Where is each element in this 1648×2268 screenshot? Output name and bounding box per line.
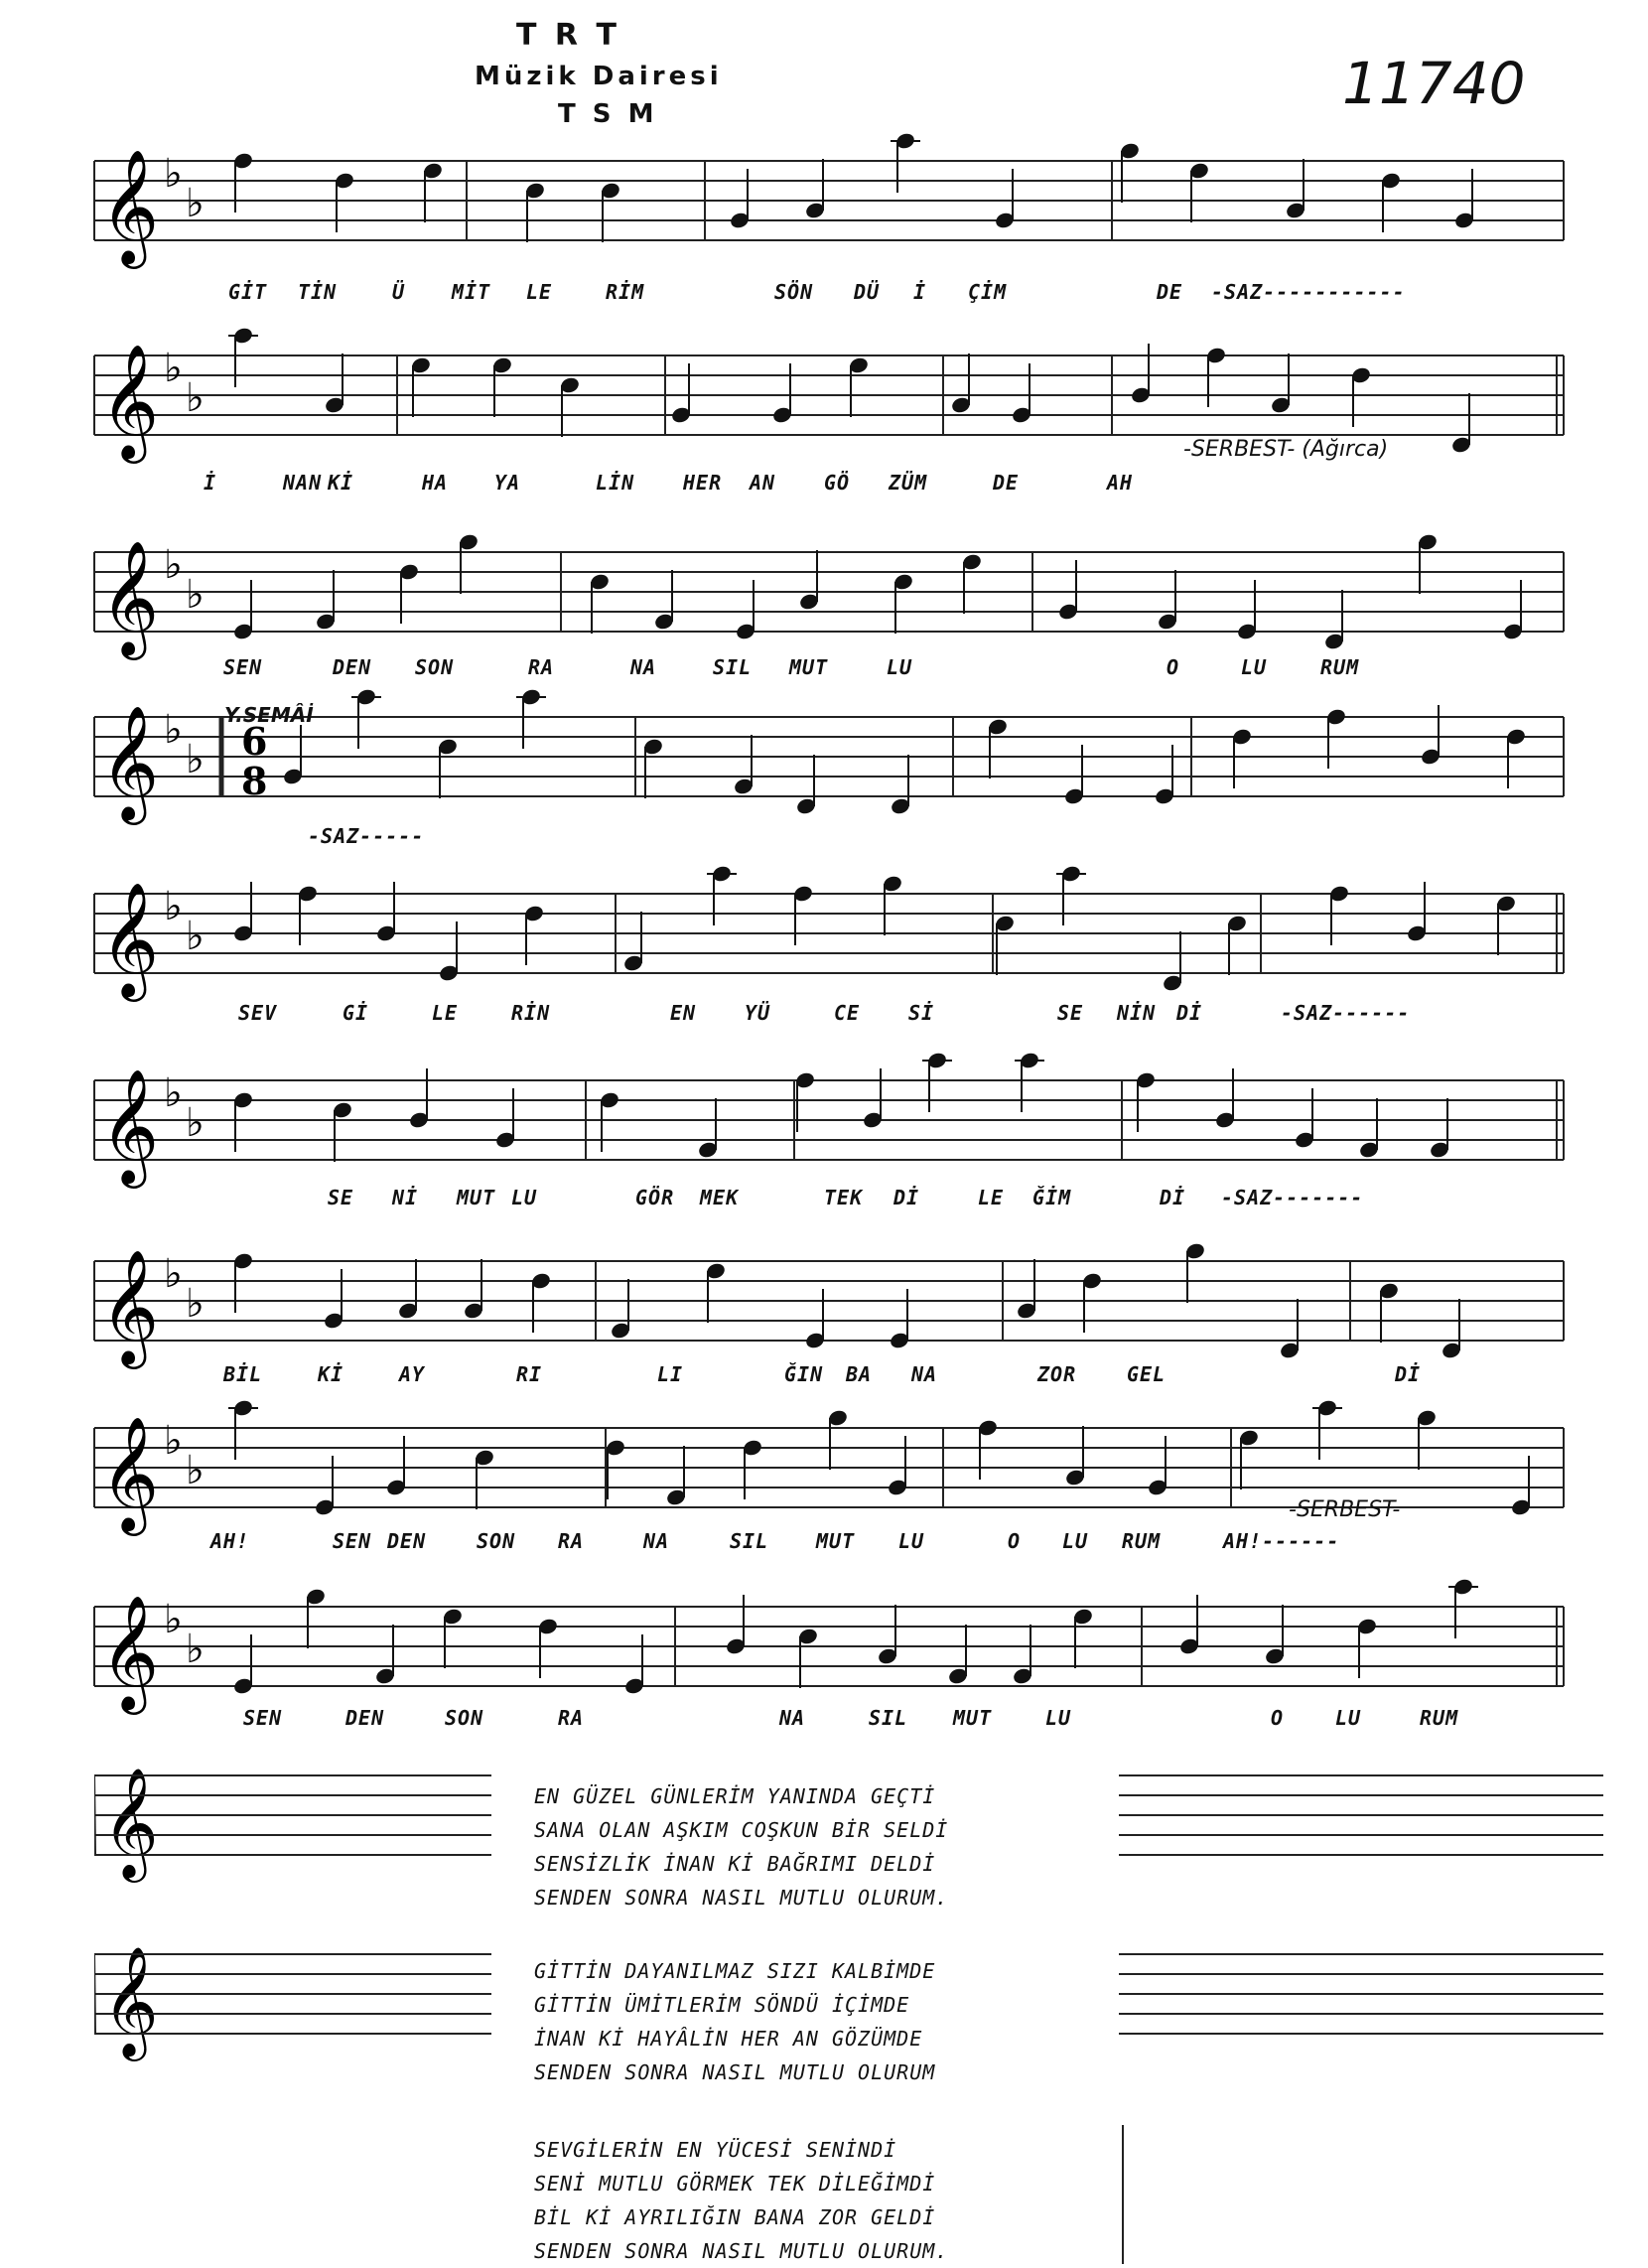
lyric-syllable: AH! <box>210 1529 250 1553</box>
lyric-syllable: AH <box>1107 471 1134 495</box>
lyric-syllable: DE <box>993 471 1020 495</box>
lyric-syllable: O <box>1167 655 1180 679</box>
lyric-syllable: SON <box>445 1706 484 1730</box>
lyric-syllable: Ü <box>392 280 406 304</box>
lyric-syllable: LİN <box>596 471 635 495</box>
lyric-syllable: SIL <box>869 1706 908 1730</box>
flat-icon: ♭ <box>164 707 183 753</box>
verse-line: SENDEN SONRA NASIL MUTLU OLURUM. <box>534 2239 949 2263</box>
lyric-syllable: SEN <box>223 655 263 679</box>
lyric-syllable: NA <box>643 1529 670 1553</box>
time-signature-bottom: 8 <box>241 759 268 803</box>
verse-line: SENSİZLİK İNAN Kİ BAĞRIMI DELDİ <box>534 1852 936 1876</box>
lyric-syllable: İ <box>204 471 217 495</box>
lyric-syllable: AN <box>750 471 776 495</box>
lyric-syllable: ĞIN <box>784 1362 824 1386</box>
treble-clef-icon: 𝄞 <box>100 148 160 264</box>
lyric-syllable: NA <box>911 1362 938 1386</box>
flat-icon: ♭ <box>164 1597 183 1642</box>
flat-icon: ♭ <box>186 1281 205 1327</box>
lyric-syllable: RA <box>558 1706 585 1730</box>
lyric-syllable: DÜ <box>854 280 881 304</box>
tempo-serbest: -SERBEST- <box>1289 1497 1401 1522</box>
lyric-syllable: DE <box>1157 280 1183 304</box>
verse-line: SENİ MUTLU GÖRMEK TEK DİLEĞİMDİ <box>534 2172 936 2196</box>
treble-clef-icon: 𝄞 <box>100 539 160 655</box>
lyric-syllable: ZOR <box>1037 1362 1077 1386</box>
lyric-syllable: RA <box>528 655 555 679</box>
verse-line: BİL Kİ AYRILIĞIN BANA ZOR GELDİ <box>534 2205 936 2229</box>
staff <box>0 1041 1648 1209</box>
flat-icon: ♭ <box>164 151 183 197</box>
lyric-syllable: Sİ <box>908 1001 935 1025</box>
lyric-syllable: LU <box>898 1529 925 1553</box>
lyric-syllable: SEN <box>243 1706 283 1730</box>
staff <box>0 316 1648 485</box>
lyric-syllable: ĞİM <box>1032 1186 1072 1209</box>
lyric-syllable: LE <box>978 1186 1005 1209</box>
lyric-syllable: Gİ <box>343 1001 369 1025</box>
flat-icon: ♭ <box>164 542 183 588</box>
lyric-syllable: LU <box>887 655 913 679</box>
treble-clef-icon: 𝄞 <box>100 1248 160 1364</box>
org-line-2: Müzik Dairesi <box>475 62 723 91</box>
treble-clef-icon: 𝄞 <box>100 881 160 997</box>
lyric-syllable: NAN <box>283 471 323 495</box>
empty-staff-1 <box>94 1768 1603 1926</box>
lyric-syllable: Nİ <box>392 1186 419 1209</box>
lyric-syllable: Kİ <box>318 1362 344 1386</box>
treble-clef-icon <box>102 1946 159 2061</box>
lyric-syllable: CE <box>834 1001 861 1025</box>
lyric-syllable: GEL <box>1127 1362 1167 1386</box>
verse-line: SENDEN SONRA NASIL MUTLU OLURUM <box>534 2060 936 2084</box>
lyric-syllable: TEK <box>824 1186 864 1209</box>
lyric-syllable: BİL <box>223 1362 263 1386</box>
lyric-syllable: LU <box>1045 1706 1072 1730</box>
lyric-syllable: SE <box>328 1186 354 1209</box>
lyric-syllable: RUM <box>1420 1706 1459 1730</box>
verse-line: SEVGİLERİN EN YÜCESİ SENİNDİ <box>534 2138 897 2162</box>
lyric-syllable: -SAZ----- <box>308 824 425 848</box>
lyric-syllable: SIL <box>713 655 753 679</box>
lyric-syllable: NİN <box>1117 1001 1157 1025</box>
verse-line: SENDEN SONRA NASIL MUTLU OLURUM. <box>534 1886 949 1910</box>
lyric-syllable: O <box>1271 1706 1285 1730</box>
lyric-syllable: Kİ <box>328 471 354 495</box>
catalog-number: 11740 <box>1342 50 1526 117</box>
tempo-yuruk-semai: Y.SEMÂİ <box>224 703 314 727</box>
flat-icon: ♭ <box>186 572 205 618</box>
lyric-syllable: DEN <box>345 1706 385 1730</box>
lyric-syllable: AH!------ <box>1223 1529 1340 1553</box>
lyric-syllable: Dİ <box>1160 1186 1186 1209</box>
lyric-syllable: SON <box>477 1529 516 1553</box>
lyric-syllable: TİN <box>298 280 338 304</box>
flat-icon: ♭ <box>186 1627 205 1672</box>
treble-clef-icon: 𝄞 <box>100 704 160 820</box>
lyric-syllable: YÜ <box>745 1001 771 1025</box>
lyric-syllable: O <box>1008 1529 1022 1553</box>
lyric-syllable: LE <box>526 280 553 304</box>
lyric-syllable: GÖ <box>824 471 851 495</box>
lyric-syllable: BA <box>846 1362 873 1386</box>
lyric-syllable: SEV <box>238 1001 278 1025</box>
lyric-syllable: Dİ <box>1395 1362 1422 1386</box>
lyric-syllable: SON <box>415 655 455 679</box>
lyric-syllable: -SAZ------ <box>1281 1001 1411 1025</box>
lyric-syllable: AY <box>399 1362 426 1386</box>
flat-icon: ♭ <box>186 737 205 782</box>
lyric-syllable: -SAZ------- <box>1221 1186 1364 1209</box>
lyric-syllable: MUT <box>457 1186 496 1209</box>
svg-text:𝄞: 𝄞 <box>102 1946 159 2056</box>
lyric-syllable: LU <box>1241 655 1268 679</box>
lyric-syllable: MİT <box>452 280 491 304</box>
treble-clef-icon: 𝄞 <box>100 1594 160 1710</box>
lyric-syllable: RI <box>516 1362 543 1386</box>
lyric-syllable: SÖN <box>774 280 814 304</box>
flat-icon: ♭ <box>164 884 183 929</box>
lyric-syllable: SE <box>1057 1001 1084 1025</box>
lyric-syllable: SEN <box>333 1529 372 1553</box>
flat-icon: ♭ <box>186 1100 205 1146</box>
lyric-syllable: RİN <box>511 1001 551 1025</box>
lyric-syllable: MEK <box>700 1186 740 1209</box>
org-line-3: T S M <box>558 99 658 129</box>
divider-line <box>1120 2125 1126 2264</box>
flat-icon: ♭ <box>186 375 205 421</box>
lyric-syllable: LI <box>657 1362 684 1386</box>
flat-icon: ♭ <box>164 1418 183 1464</box>
lyric-syllable: HER <box>683 471 723 495</box>
lyric-syllable: ÇİM <box>968 280 1008 304</box>
treble-clef-icon <box>102 1768 159 1883</box>
lyric-syllable: LU <box>511 1186 538 1209</box>
lyric-syllable: SIL <box>730 1529 769 1553</box>
flat-icon: ♭ <box>186 1448 205 1493</box>
flat-icon: ♭ <box>164 346 183 391</box>
lyric-syllable: LU <box>1335 1706 1362 1730</box>
tempo-serbest-agirca: -SERBEST- (Ağırca) <box>1183 437 1389 462</box>
lyric-syllable: DEN <box>333 655 372 679</box>
lyric-syllable: EN <box>670 1001 697 1025</box>
org-line-1: T R T <box>516 18 620 53</box>
lyric-syllable: Dİ <box>893 1186 920 1209</box>
lyric-syllable: RİM <box>606 280 645 304</box>
lyric-syllable: Dİ <box>1176 1001 1203 1025</box>
verse-line: SANA OLAN AŞKIM COŞKUN BİR SELDİ <box>534 1818 949 1842</box>
lyric-syllable: -SAZ----------- <box>1211 280 1406 304</box>
lyric-syllable: NA <box>779 1706 806 1730</box>
treble-clef-icon: 𝄞 <box>100 1067 160 1184</box>
lyric-syllable: GİT <box>228 280 268 304</box>
lyric-syllable: İ <box>913 280 927 304</box>
lyric-syllable: MUT <box>953 1706 993 1730</box>
lyric-syllable: RA <box>558 1529 585 1553</box>
lyric-syllable: HA <box>422 471 449 495</box>
flat-icon: ♭ <box>164 1251 183 1297</box>
verse-3 <box>534 2133 948 2268</box>
staff <box>0 121 1648 290</box>
lyric-syllable: GÖR <box>635 1186 675 1209</box>
verse-line: EN GÜZEL GÜNLERİM YANINDA GEÇTİ <box>534 1784 936 1808</box>
lyric-syllable: LU <box>1062 1529 1089 1553</box>
flat-icon: ♭ <box>186 181 205 226</box>
lyric-syllable: LE <box>432 1001 459 1025</box>
verse-line: GİTTİN DAYANILMAZ SIZI KALBİMDE <box>534 1959 936 1983</box>
lyric-syllable: MUT <box>789 655 829 679</box>
lyric-syllable: DEN <box>387 1529 427 1553</box>
lyric-syllable: YA <box>494 471 521 495</box>
treble-clef-icon: 𝄞 <box>100 343 160 459</box>
flat-icon: ♭ <box>164 1070 183 1116</box>
lyric-syllable: RUM <box>1320 655 1360 679</box>
treble-clef-icon: 𝄞 <box>100 1415 160 1531</box>
flat-icon: ♭ <box>186 914 205 959</box>
staff <box>0 854 1648 1023</box>
empty-staff-2 <box>94 1946 1603 2105</box>
time-signature-top: 6 <box>241 719 268 764</box>
svg-text:𝄞: 𝄞 <box>102 1768 159 1878</box>
verse-line: İNAN Kİ HAYÂLİN HER AN GÖZÜMDE <box>534 2027 923 2051</box>
lyric-syllable: ZÜM <box>889 471 928 495</box>
verse-line: GİTTİN ÜMİTLERİM SÖNDÜ İÇİMDE <box>534 1993 910 2017</box>
lyric-syllable: MUT <box>816 1529 856 1553</box>
lyric-syllable: RUM <box>1122 1529 1162 1553</box>
lyric-syllable: NA <box>630 655 657 679</box>
